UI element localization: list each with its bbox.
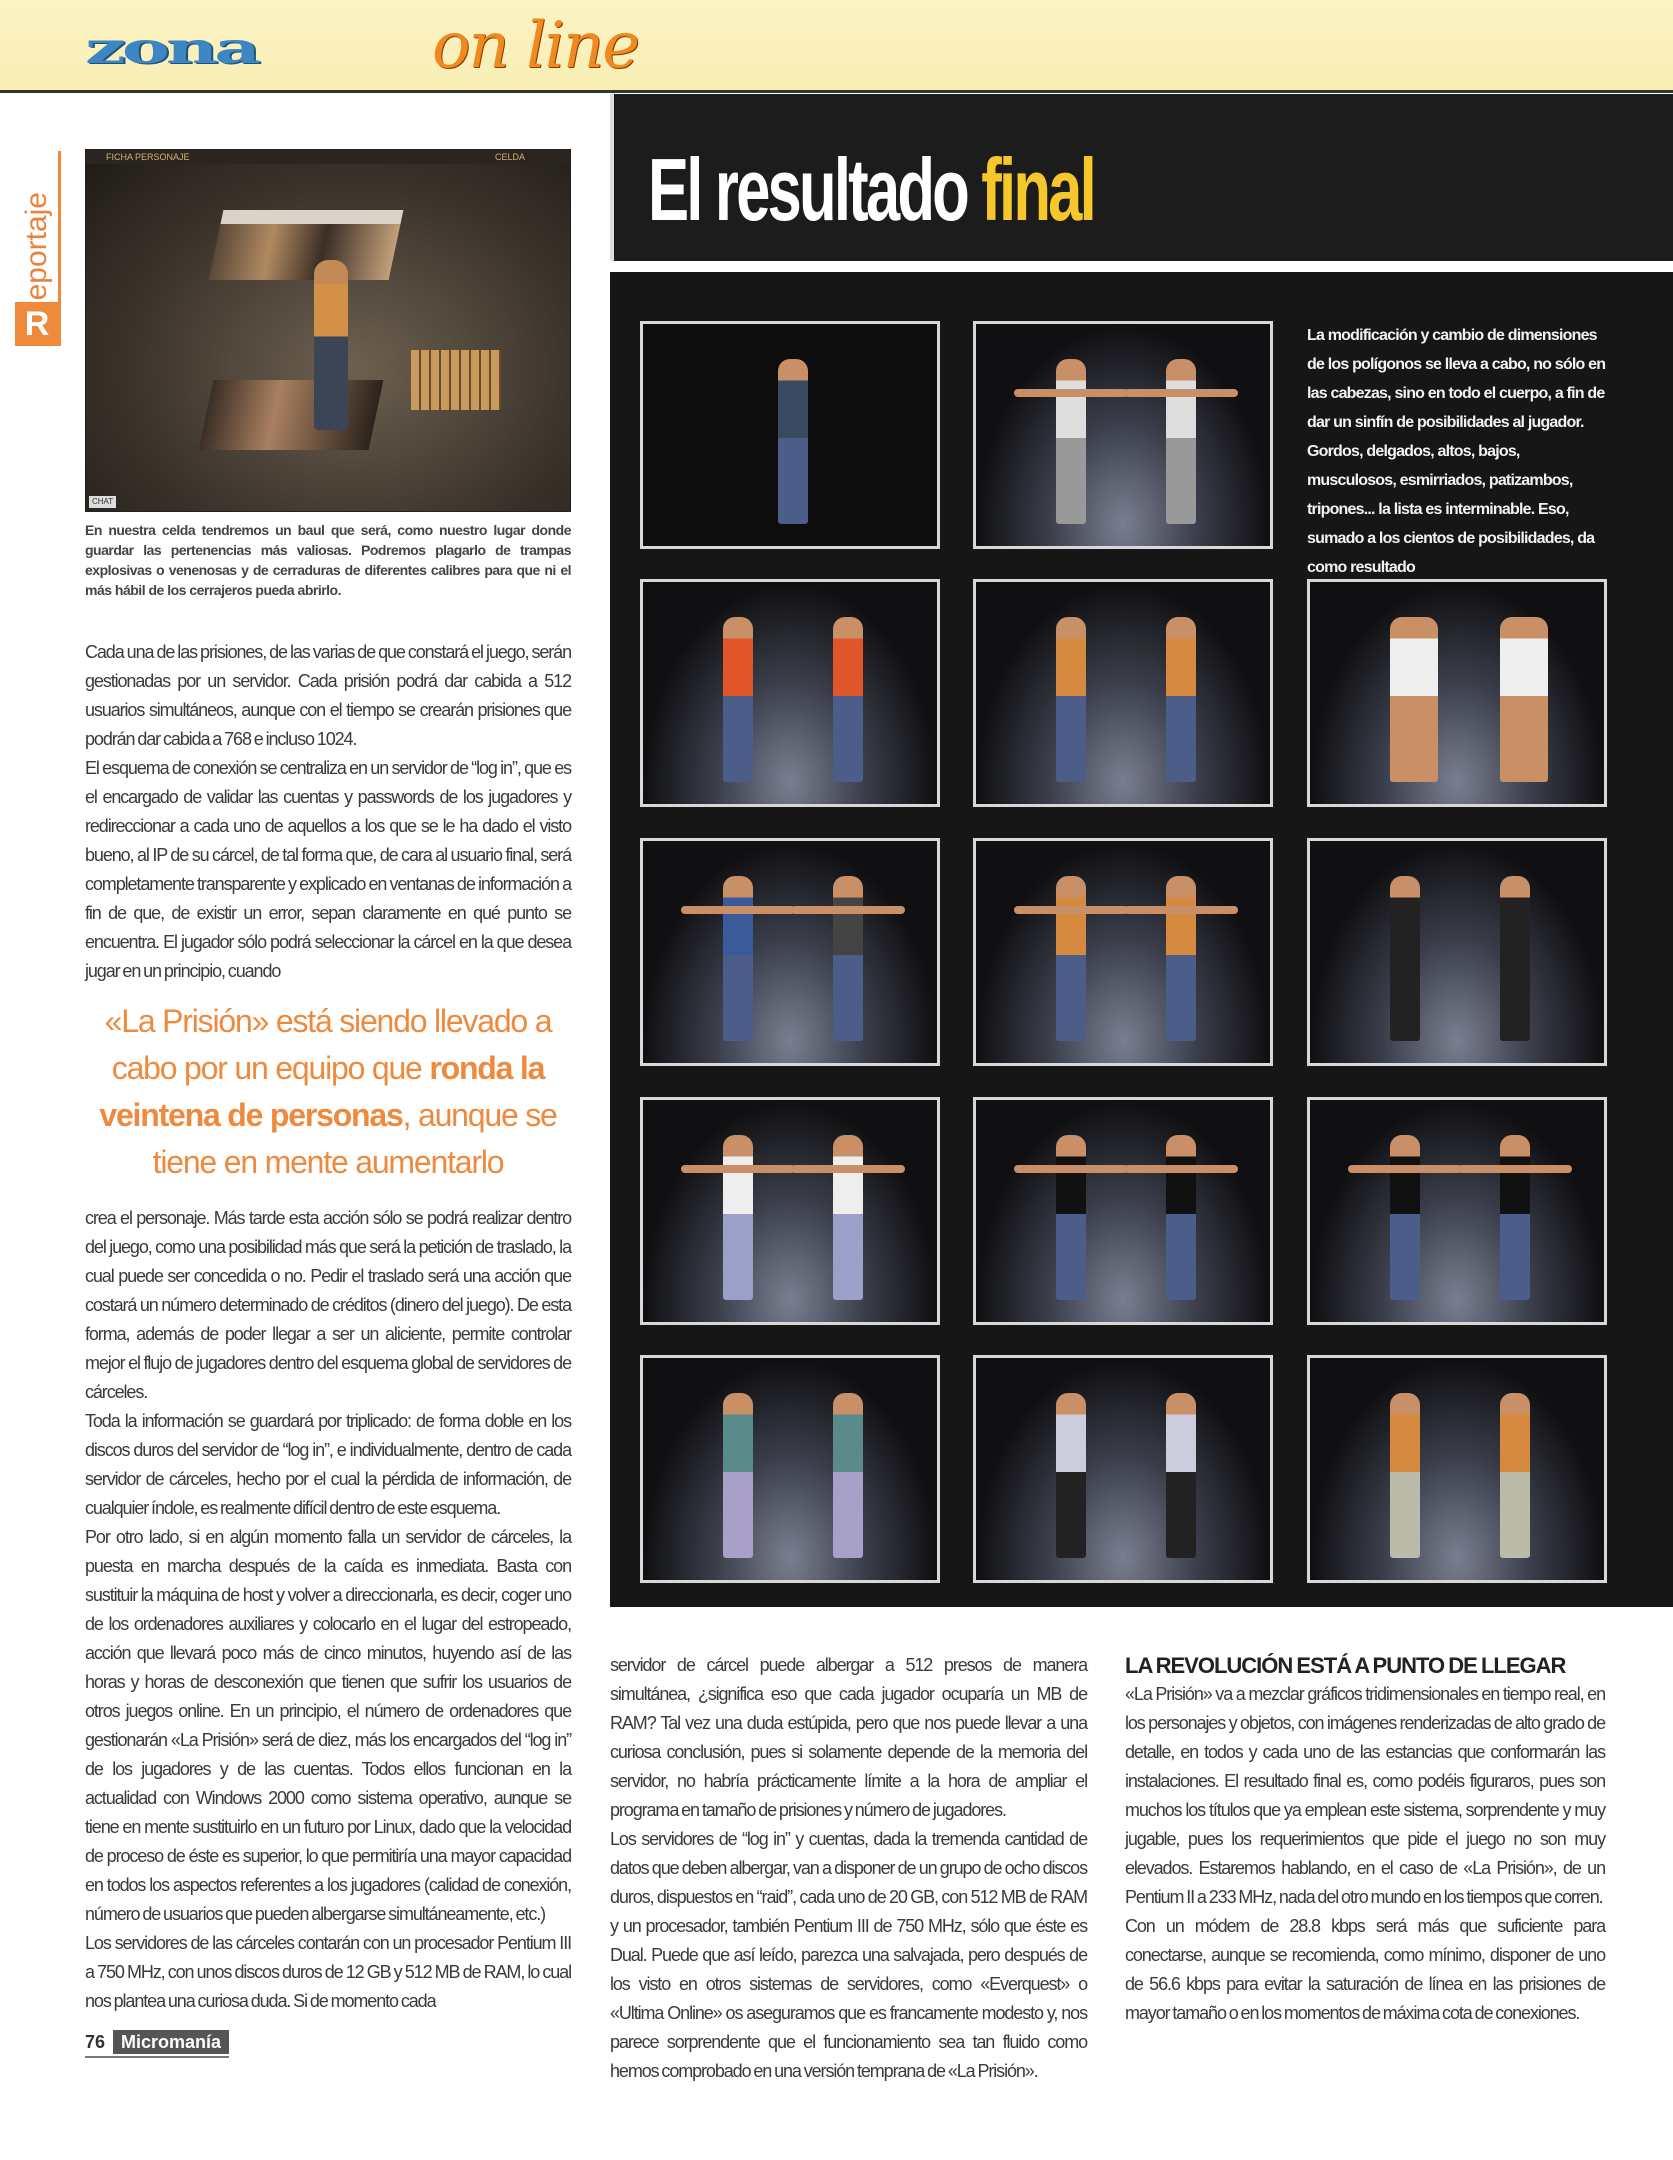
character-image bbox=[640, 1355, 940, 1583]
left-column-bottom bbox=[85, 1204, 571, 2016]
paragraph: crea el personaje. Más tarde esta acción sólo se podrá realizar dentro del juego, como una posibilidad más que será la petición de traslado, la cual puede ser concedida o no. Pedir el traslado será una acción que costará un número determinado de créditos (dinero del juego). De esta forma, además de poder llegar a ser un aliciente, permite controlar mejor el flujo de jugadores dentro del esquema global de servidores de cárceles. bbox=[85, 1208, 571, 1402]
figure bbox=[1390, 1393, 1420, 1558]
character-image bbox=[640, 838, 940, 1066]
figure bbox=[1056, 617, 1086, 782]
character-image bbox=[640, 1097, 940, 1325]
figure bbox=[833, 876, 863, 1041]
middle-column bbox=[610, 1651, 1087, 2086]
character-image bbox=[973, 321, 1273, 549]
character-image bbox=[1307, 1097, 1607, 1325]
paragraph: Por otro lado, si en algún momento falla un servidor de cárceles, la puesta en marcha después de la caída es inmediata. Basta con sustituir la máquina de host y volver a direccionarla, es decir, coger uno de los ordenadores auxiliares y colocarlo en el lugar del estropeado, acción que llevará poco más de cinco minutos, huyendo así de las horas y horas de desconexión que tienen que sufrir los usuarios de otros juegos online. En un principio, el número de ordenadores que gestionarán «La Prisión» será de diez, más los encargados del “log in” de los jugadores y de las cuentas. Todos ellos funcionan en la actualidad con Windows 2000 como sistema operativo, aunque se tiene en mente sustituirlo en un futuro por Linux, dado que la velocidad de proceso de éste es superior, lo que permitiría una mayor capacidad en todos los aspectos referentes a los jugadores (calidad de conexión, número de usuarios que pueden albergarse simultáneamente, etc.) bbox=[85, 1527, 571, 1924]
logo-online: on line bbox=[432, 9, 639, 83]
paragraph: Cada una de las prisiones, de las varias de que constará el juego, serán gestionadas por un servidor. Cada prisión podrá dar cabida a 512 usuarios simultáneos, aunque con el tiempo se crearán prisiones que podrán dar cabida a 768 e incluso 1024. bbox=[85, 642, 571, 749]
figure bbox=[1390, 1135, 1420, 1300]
character-image bbox=[1307, 838, 1607, 1066]
character-image bbox=[973, 1355, 1273, 1583]
left-column-top bbox=[85, 638, 571, 986]
figure bbox=[1056, 359, 1086, 524]
figure bbox=[833, 617, 863, 782]
character-image bbox=[1307, 1355, 1607, 1583]
figure bbox=[1056, 1393, 1086, 1558]
figure bbox=[1166, 876, 1196, 1041]
paragraph: «La Prisión» va a mezclar gráficos tridimensionales en tiempo real, en los personajes y objetos, con imágenes renderizadas de alto grado de detalle, en todos y cada uno de las estancias que conformarán las instalaciones. El resultado final es, como podéis figuraros, pues son muchos los títulos que ya emplean este sistema, sorprendente y muy jugable, pues los requerimientos que pide el juego no son muy elevados. Estaremos hablando, en el caso de «La Prisión», de un Pentium II a 233 MHz, nada del otro mundo en los tiempos que corren. bbox=[1125, 1684, 1605, 1907]
paragraph: Con un módem de 28.8 kbps será más que suficiente para conectarse, aunque se recomienda, como mínimo, disponer de uno de 56.6 kbps para evitar la saturación de línea en las prisiones de mayor tamaño o en los momentos de máxima cota de conexiones. bbox=[1125, 1916, 1605, 2023]
character-image bbox=[973, 579, 1273, 807]
paragraph: Los servidores de “log in” y cuentas, dada la tremenda cantidad de datos que deben albergar, van a disponer de un grupo de ocho discos duros, dispuestos en “raid”, cada uno de 20 GB, con 512 MB de RAM y un procesador, también Pentium III de 750 MHz, sólo que éste es Dual. Puede que así leído, parezca una salvajada, pero después de los visto en otros sistemas de servidores, como «Everquest» o «Ultima Online» os aseguramos que es francamente modesto y, nos parece sorprendente que el funcionamiento sea tan fluido como hemos comprobado en una versión temprana de «La Prisión». bbox=[610, 1829, 1087, 2081]
pull-quote-text: , aunque se tiene en mente aumentarlo bbox=[152, 1097, 557, 1180]
figure bbox=[833, 1393, 863, 1558]
tab-initial: R bbox=[15, 302, 59, 346]
bunk-bed-bottom bbox=[199, 380, 384, 450]
paragraph: servidor de cárcel puede albergar a 512 presos de manera simultánea, ¿significa eso que cada jugador ocuparía un MB de RAM? Tal vez una duda estúpida, pero que nos puede llevar a una curiosa conclusión, pues si solamente depende de la memoria del servidor, no habría prácticamente límite a la hora de ampliar el programa en tamaño de prisiones y número de jugadores. bbox=[610, 1655, 1087, 1820]
pull-quote-bold: ronda la veintena de personas bbox=[99, 1050, 545, 1133]
figure bbox=[1166, 1135, 1196, 1300]
page-footer bbox=[85, 2030, 229, 2058]
grid-caption: La modificación y cambio de dimensiones de los polígonos se lleva a cabo, no sólo en las cabezas, sino en todo el cuerpo, a fin de dar un sinfín de posibilidades al jugador. Gordos, delgados, altos, bajos, musculosos, esmirriados, patizambos, tripones... la lista es interminable. Eso, sumado a los cientos de posibilidades, da como resultado bbox=[1307, 327, 1606, 576]
title-main: El resultado bbox=[648, 140, 982, 239]
section-header bbox=[0, 0, 1673, 93]
figure bbox=[778, 359, 808, 524]
chest bbox=[411, 350, 501, 410]
figure bbox=[1390, 617, 1438, 782]
hud-right: CELDA bbox=[494, 152, 525, 162]
game-screenshot-cell bbox=[85, 149, 571, 512]
paragraph: Los servidores de las cárceles contarán con un procesador Pentium III a 750 MHz, con unos discos duros de 12 GB y 512 MB de RAM, lo cual nos plantea una curiosa duda. Si de momento cada bbox=[85, 1933, 571, 2011]
page-number: 76 bbox=[85, 2032, 106, 2052]
bunk-bed-top bbox=[209, 210, 404, 280]
figure bbox=[723, 1135, 753, 1300]
chat-tag: CHAT bbox=[89, 496, 116, 508]
right-column bbox=[1125, 1651, 1605, 2028]
article-title bbox=[648, 140, 1094, 240]
logo-zona: zona bbox=[85, 22, 257, 74]
figure bbox=[723, 876, 753, 1041]
photo-caption: En nuestra celda tendremos un baul que será, como nuestro lugar donde guardar las pertenencias más valiosas. Podremos plagarlo de trampas explosivas o venenosas y de cerraduras de diferentes calibres para que ni el más hábil de los cerrajeros pueda abrirlo. bbox=[85, 522, 571, 598]
title-highlight: final bbox=[981, 140, 1094, 239]
figure bbox=[1166, 1393, 1196, 1558]
title-block bbox=[610, 94, 1673, 261]
figure bbox=[1390, 876, 1420, 1041]
figure bbox=[1166, 617, 1196, 782]
figure bbox=[1166, 359, 1196, 524]
figure bbox=[1056, 876, 1086, 1041]
figure bbox=[723, 1393, 753, 1558]
game-hud bbox=[86, 150, 570, 164]
pull-quote-text: «La Prisión» está siendo llevado a cabo por un equipo que bbox=[104, 1003, 552, 1086]
tab-label: eportaje bbox=[20, 191, 53, 300]
character bbox=[314, 260, 348, 430]
figure bbox=[1500, 617, 1548, 782]
section-tab-reportaje bbox=[11, 151, 63, 346]
left-column bbox=[85, 520, 571, 2058]
figure bbox=[723, 617, 753, 782]
paragraph: El esquema de conexión se centraliza en un servidor de “log in”, que es el encargado de validar las cuentas y passwords de los jugadores y redireccionar a cada uno de aquellos a los que se le ha dado el visto bueno, al IP de su cárcel, de tal forma que, de cara al usuario final, será completamente transparente y explicado en ventanas de información a fin de que, de existir un error, sepan claramente en qué punto se encuentra. El jugador sólo podrá seleccionar la cárcel en la que desea jugar en un principio, cuando bbox=[85, 758, 571, 981]
figure bbox=[1056, 1135, 1086, 1300]
character-image bbox=[640, 321, 940, 549]
pull-quote bbox=[85, 998, 571, 1186]
paragraph: Toda la información se guardará por triplicado: de forma doble en los discos duros del servidor de “log in”, e individualmente, dentro de cada servidor de cárceles, hecho por el cual la pérdida de información, de cualquier índole, es realmente difícil dentro de este esquema. bbox=[85, 1411, 571, 1518]
magazine-name: Micromanía bbox=[113, 2030, 229, 2054]
figure bbox=[1500, 1135, 1530, 1300]
figure bbox=[833, 1135, 863, 1300]
section-heading: LA REVOLUCIÓN ESTÁ A PUNTO DE LLEGAR bbox=[1125, 1653, 1566, 1678]
character-image bbox=[1307, 579, 1607, 807]
character-image bbox=[973, 1097, 1273, 1325]
character-image bbox=[973, 838, 1273, 1066]
figure bbox=[1500, 1393, 1530, 1558]
figure bbox=[1500, 876, 1530, 1041]
hud-left: FICHA PERSONAJE bbox=[106, 152, 190, 162]
character-image bbox=[640, 579, 940, 807]
